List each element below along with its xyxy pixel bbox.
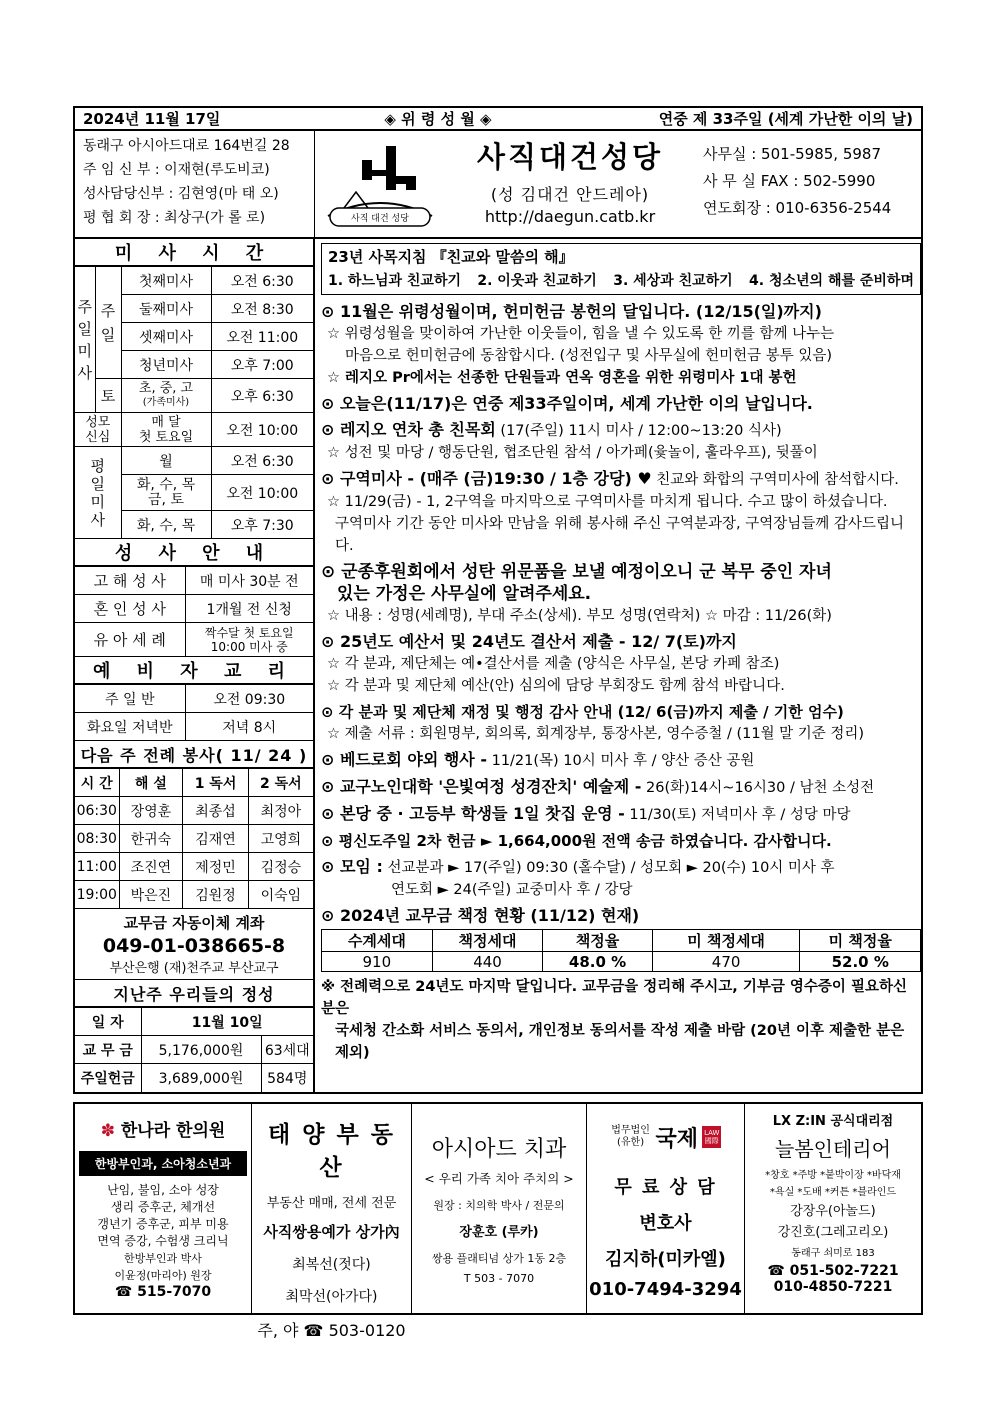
sacrament-value: 1개월 전 신청 (185, 595, 313, 623)
offering-amount: 5,176,000원 (141, 1036, 261, 1064)
liturgical-week: 연중 제 33주일 (세계 가난한 이의 날) (658, 110, 913, 128)
mass-time: 오전 6:30 (211, 267, 313, 295)
notice-item: ⊙ 11월은 위령성월이며, 헌미헌금 봉헌의 달입니다. (12/15(일)까지) ☆ 위령성월을 맞이하여 가난한 이웃들이, 힘을 낼 수 있도록 한 끼를 함께 나누는 마음으로 헌미헌금에 동참합시다. (성전입구 및 사무실에 헌미헌금 봉투 있음) ☆ 레지오 Pr에서는 선종한 단원들과 연옥 영혼을 위한 위령미사 1대 봉헌 (321, 302, 835, 386)
ad-realestate: 태 양 부 동 산 부동산 매매, 전세 전문 사직쌍용예가 상가內 최복선(젓다) 최막선(아가다) 주, 야 ☎ 503-0120 (252, 1104, 412, 1313)
mass-time: 오전 8:30 (211, 295, 313, 323)
table-row: 19:00 박은진 김원정 이숙임 (75, 881, 313, 909)
ad-hanui: ✽ 한나라 한의원 한방부인과, 소아청소년과 난임, 불임, 소아 성장 생리 증후군, 체개선 갱년기 증후군, 피부 미용 면역 증강, 수험생 크리닉 한방부인과 박사 이윤정(마리아) 원장 ☎ 515-7070 (75, 1104, 252, 1313)
servers-header: 시 간 (75, 769, 119, 797)
mass-times-table (75, 266, 313, 539)
offering-date-label: 일 자 (75, 1008, 141, 1036)
pastoral-theme (321, 243, 921, 295)
sacrament-value: 짝수달 첫 토요일 10:00 미사 중 (185, 623, 313, 657)
sacrament-name: 혼 인 성 사 (75, 595, 185, 623)
offering-count: 584명 (261, 1064, 313, 1092)
notice-item: ⊙ 오늘은(11/17)은 연중 제33주일이며, 세계 가난한 이의 날입니다. (321, 394, 813, 413)
theme-item: 1. 하느님과 친교하기 (328, 273, 461, 289)
associate-pastor: 성사담당신부 : 김현영(마 태 오) (83, 186, 279, 202)
offering-title: 지난주 우리들의 정성 (75, 980, 313, 1007)
weekday-mass-label: 평 일 미 사 (75, 447, 121, 539)
table-row: 08:30 한귀숙 김재연 고영희 (75, 825, 313, 853)
catechumen-title: 예 비 자 교 리 (75, 657, 313, 684)
catechumen-table (75, 684, 313, 741)
theme-item: 3. 세상과 친교하기 (613, 273, 733, 289)
church-logo (315, 131, 445, 237)
account-number: 049-01-038665-8 (102, 935, 286, 957)
bulletin-page (73, 106, 923, 1340)
servers-header: 2 독서 (248, 769, 313, 797)
mass-time: 오전 6:30 (211, 447, 313, 475)
servers-table (75, 768, 313, 909)
saturday-label: 토 (95, 379, 121, 413)
mass-name: 월 (121, 447, 211, 475)
left-column (75, 239, 315, 1092)
mass-time: 오후 7:00 (211, 351, 313, 379)
tithe-stats-table: 수계세대 책정세대 책정율 미 책정세대 미 책정율 910 440 48.0 % 470 52.0 % (321, 929, 921, 972)
church-url[interactable]: http://daegun.catb.kr (484, 207, 656, 226)
lawfirm-logo-icon: LAW 國際 (702, 1126, 721, 1148)
ad-interior: LX Z:IN 공식대리점 늘봄인테리어 *창호 *주방 *붙박이장 *바닥재 *욕실 *도배 *커튼 *블라인드 강장우(아놀드) 강진호(그레고리오) 동래구 쇠미로 183 ☎ 051-502-7221 010-4850-7221 (765, 1113, 901, 1295)
notice-item: ⊙ 2024년 교무금 책정 현황 (11/12) 현재) (321, 906, 640, 925)
liturgical-month: ◈ 위 령 성 월 ◈ (384, 110, 492, 128)
mass-time: 오전 11:00 (211, 323, 313, 351)
account-box (75, 909, 313, 980)
notice-item: ⊙ 레지오 연차 총 친목회 (17(주일) 11시 미사 / 12:00~13:20 식사) ☆ 성전 및 마당 / 행동단원, 협조단원 참석 / 아가페(윷놀이, 훌라우프), 뒷풀이 (321, 420, 818, 461)
church-address: 동래구 아시아드대로 164번길 28 (83, 138, 290, 154)
ads-section (73, 1102, 923, 1340)
sacrament-value: 매 미사 30분 전 (185, 567, 313, 595)
first-saturday-name: 매 달 첫 토요일 (121, 413, 211, 447)
church-logo-icon (320, 136, 440, 232)
notice-item: ⊙ 군종후원회에서 성탄 위문품을 보낼 예정이오니 군 복무 중인 자녀 있는 가정은 사무실에 알려주세요. ☆ 내용 : 성명(세례명), 부대 주소(상세). 부모 성명(연락처) ☆ 마감 : 11/26(화) (321, 562, 832, 624)
patron-saint: (성 김대건 안드레아) (490, 185, 650, 204)
notice-item: ⊙ 베드로회 야외 행사 - 11/21(목) 10시 미사 후 / 양산 증산 공원 (321, 750, 755, 769)
mass-time: 오전 10:00 (211, 413, 313, 447)
mass-name: 청년미사 (121, 351, 211, 379)
servers-header: 해 설 (119, 769, 183, 797)
offering-name: 주일헌금 (75, 1064, 141, 1092)
church-header (73, 131, 923, 239)
notice-item: ⊙ 각 분과 및 제단체 재정 및 행정 감사 안내 (12/ 6(금)까지 제출 / 기한 엄수) ☆ 제출 서류 : 회원명부, 회의록, 회계장부, 통장사본, 영수증철 / (11월 말 기준 정리) (321, 703, 865, 742)
notices-column (315, 239, 927, 1092)
class-name: 화요일 저녁반 (75, 713, 185, 741)
sacraments-title: 성 사 안 내 (75, 539, 313, 566)
theme-item: 2. 이웃과 친교하기 (477, 273, 597, 289)
tithe-note: ※ 전례력으로 24년도 마지막 달입니다. 교무금을 정리해 주시고, 기부금 영수증이 필요하신 분은 국세청 간소화 서비스 동의서, 개인정보 동의서를 작성 제출 바람 (20년 이후 제출한 분은 제외) (321, 979, 908, 1061)
mass-name: 첫째미사 (121, 267, 211, 295)
theme-item: 4. 청소년의 해를 준비하며 (749, 273, 914, 289)
ad-law: 법무법인(유한) 국제 LAW 國際 무 료 상 담 변호사 김지하(미카엘) 010-7494-3294 (587, 1104, 745, 1313)
office-phone: 사무실 : 501-5985, 5987 (703, 145, 881, 163)
class-time: 저녁 8시 (185, 713, 313, 741)
family-mass: 초, 중, 고 (가족미사) (121, 379, 211, 413)
notice-item: ⊙ 25년도 예산서 및 24년도 결산서 제출 - 12/ 7(토)까지 ☆ 각 분과, 제단체는 예•결산서를 제출 (양식은 사무실, 본당 카페 참조) ☆ 각 분과 및 제단체 예산(안) 심의에 담당 부회장도 함께 참석 바랍니다. (321, 632, 785, 694)
sunday-label: 주 일 (95, 267, 121, 379)
mass-time: 오전 10:00 (211, 475, 313, 511)
account-title: 교무금 자동이체 계좌 (123, 914, 265, 932)
mass-time: 오후 7:30 (211, 511, 313, 539)
council-president: 평 협 회 장 : 최상구(가 롤 로) (83, 210, 266, 226)
mass-name: 셋째미사 (121, 323, 211, 351)
svg-text:사직 대건 성당: 사직 대건 성당 (351, 214, 409, 224)
notice-item: ⊙ 구역미사 - (매주 (금)19:30 / 1층 강당) ♥ 친교와 화합의 구역미사에 참석합시다. ☆ 11/29(금) - 1, 2구역을 마지막으로 구역미사를 마치게 됩니다. 수고 많이 하셨습니다. 구역미사 기간 동안 미사와 만남을 위해 봉사해 주신 구역분과장, 구역장님들께 감사드립니다. (321, 469, 904, 554)
offering-date: 11월 10일 (141, 1008, 313, 1036)
mass-time: 오후 6:30 (211, 379, 313, 413)
servers-header: 1 독서 (183, 769, 248, 797)
first-saturday-label: 성모 신심 (75, 413, 121, 447)
theme-title: 『친교와 말씀의 해』 (431, 248, 574, 266)
offering-name: 교 무 금 (75, 1036, 141, 1064)
servers-title: 다음 주 전례 봉사( 11/ 24 ) (75, 741, 313, 768)
offering-table (75, 1007, 313, 1092)
notice-item: ⊙ 평신도주일 2차 헌금 ► 1,664,000원 전액 송금 하였습니다. 감사합니다. (321, 832, 832, 850)
mass-name: 화, 수, 목 (121, 511, 211, 539)
mass-name: 화, 수, 목 금, 토 (121, 475, 211, 511)
top-bar (73, 106, 923, 131)
church-info (75, 131, 315, 237)
mass-name: 둘째미사 (121, 295, 211, 323)
notice-item: ⊙ 교구노인대학 '은빛여정 성경잔치' 예술제 - 26(화)14시~16시30 / 남천 소성전 (321, 777, 875, 796)
office-fax: 사 무 실 FAX : 502-5990 (703, 172, 876, 190)
table-row: 06:30 장영훈 최종섭 최정아 (75, 797, 313, 825)
flower-icon: ✽ (100, 1120, 115, 1141)
notice-item: ⊙ 본당 중 · 고등부 학생들 1일 찻집 운영 - 11/30(토) 저녁미사 후 / 성당 마당 (321, 804, 851, 823)
table-row: 11:00 조진연 제정민 김정승 (75, 853, 313, 881)
church-name: 사직대건성당 (476, 140, 664, 174)
bulletin-date: 2024년 11월 17일 (83, 110, 221, 128)
notice-item: ⊙ 모임 : 선교분과 ► 17(주일) 09:30 (홀수달) / 성모회 ► 20(수) 10시 미사 후 연도회 ► 24(주일) 교중미사 후 / 강당 (321, 857, 835, 898)
sacraments-table (75, 566, 313, 657)
account-bank: 부산은행 (재)천주교 부산교구 (109, 961, 279, 976)
sacrament-name: 고 해 성 사 (75, 567, 185, 595)
ad-dental: 아시아드 치과 < 우리 가족 치아 주치의 > 원장 : 치의학 박사 / 전문의 장훈호 (루카) 쌍용 플래티넘 상가 1동 2층 T 503 - 7070 (412, 1104, 587, 1313)
sacrament-name: 유 아 세 례 (75, 623, 185, 657)
class-name: 주 일 반 (75, 685, 185, 713)
class-time: 오전 09:30 (185, 685, 313, 713)
mass-times-title: 미 사 시 간 (75, 239, 313, 266)
pastor: 주 임 신 부 : 이재현(루도비코) (83, 162, 270, 178)
theme-prefix: 23년 사목지침 (328, 248, 427, 266)
offering-count: 63세대 (261, 1036, 313, 1064)
contact-info (695, 131, 921, 237)
yeondo-president: 연도회장 : 010-6356-2544 (703, 199, 892, 217)
offering-amount: 3,689,000원 (141, 1064, 261, 1092)
sunday-mass-label: 주 일 미 사 (75, 267, 95, 413)
